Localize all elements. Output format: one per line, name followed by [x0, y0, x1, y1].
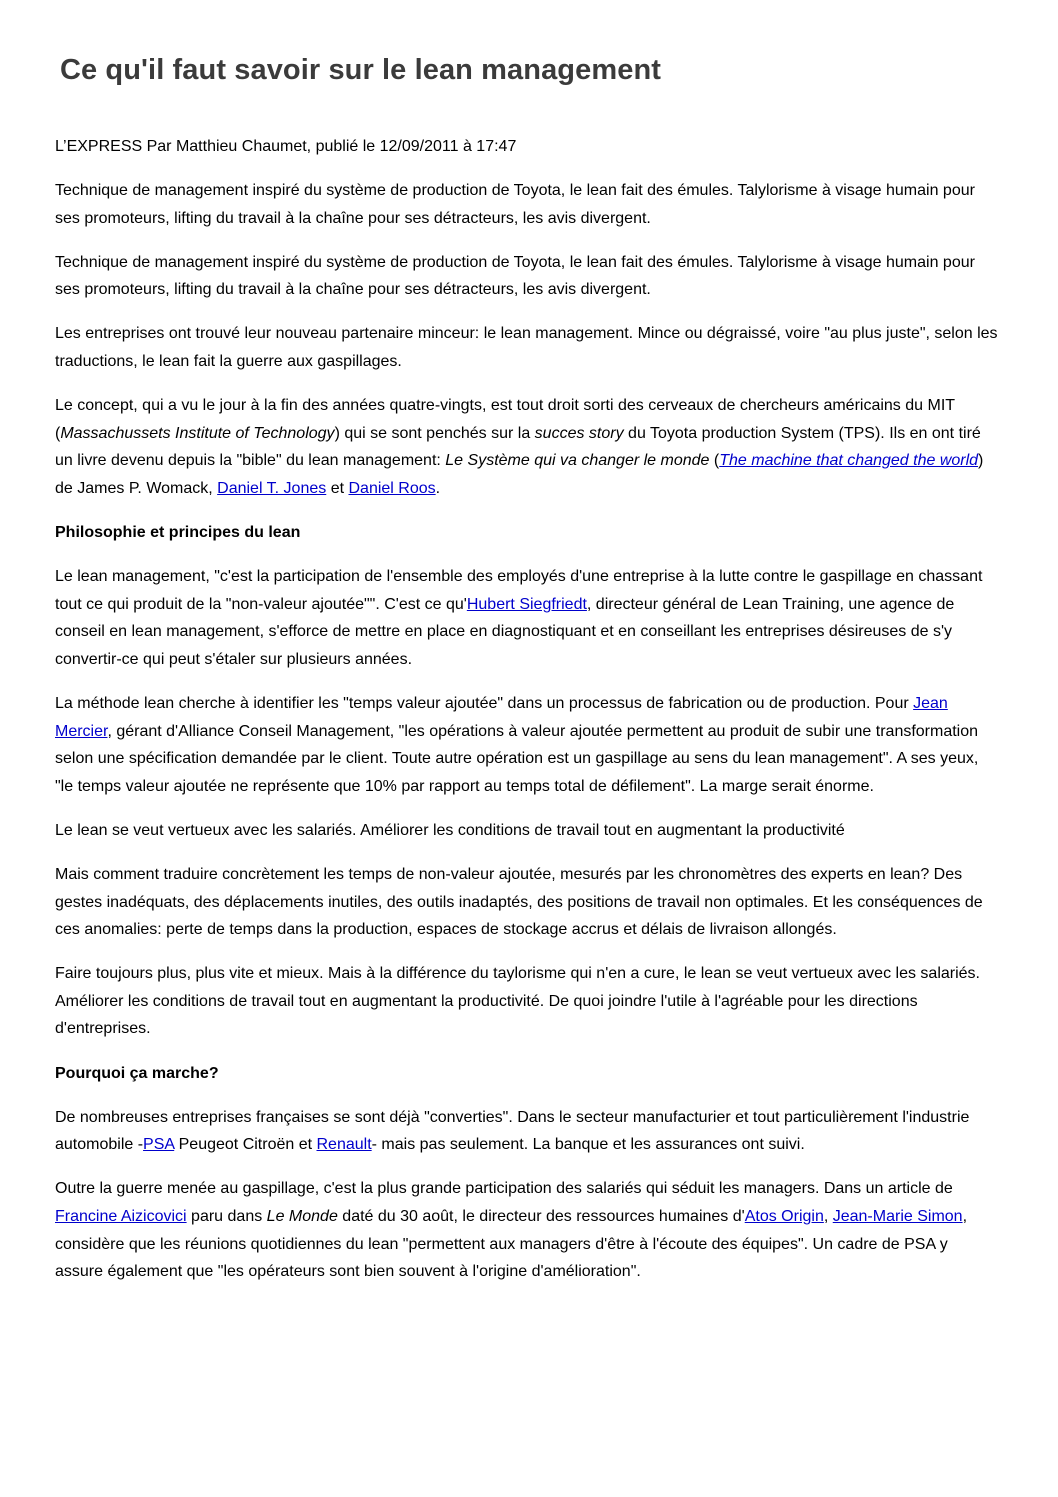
text-segment: .	[435, 479, 441, 497]
text-segment: , considère que les réunions quotidiennes du lean "permettent aux managers d'être à l'écoute des équipes". Un cadre de PSA y assure également que "les opérateurs sont bien souvent à l'origine d'amélioration".	[55, 1207, 968, 1281]
paragraph-virtuous: Le lean se veut vertueux avec les salariés. Améliorer les conditions de travail tout en augmentant la productivité	[55, 821, 845, 839]
text-segment: et	[326, 479, 349, 497]
link-book-title[interactable]	[719, 452, 978, 469]
text-segment: , gérant d'Alliance Conseil Management, "les opérations à valeur ajoutée permettent au produit de subir une transformation selon une spécification demandée par le client. Toute autre opération est un gaspillage au sens du lean management". A ses yeux, "le temps valeur ajoutée ne représente que 10% par rapport au temps total de défilement". La marge serait énorme.	[55, 722, 979, 795]
link-hubert-siegfriedt[interactable]: Hubert Siegfriedt	[466, 595, 587, 613]
link-daniel-jones[interactable]: Daniel T. Jones	[217, 479, 327, 497]
paragraph-participation	[55, 1175, 1000, 1285]
italic-text: succes story	[534, 424, 624, 442]
paragraph-lean-partner: Les entreprises ont trouvé leur nouveau partenaire minceur: le lean management. Mince ou dégraissé, voire "au plus juste", selon les traductions, le lean fait la guerre aux gaspillages.	[55, 325, 998, 371]
text-segment: Peugeot Citroën et	[174, 1136, 317, 1154]
link-francine-aizicovici[interactable]: Francine Aizicovici	[55, 1207, 187, 1225]
text-segment: du Toyota production System (TPS). Ils en ont tiré un livre devenu depuis la "bible" du lean management:	[55, 424, 981, 470]
text-segment: De nombreuses entreprises françaises se sont déjà "converties". Dans le secteur manufacturier et tout particulièrement l'industrie automobile -	[55, 1108, 970, 1154]
text-segment: ) qui se sont penchés sur la	[334, 424, 535, 442]
intro-paragraph-2: Technique de management inspiré du système de production de Toyota, le lean fait des émules. Talylorisme à visage humain pour ses promoteurs, lifting du travail à la chaîne pour ses détracteurs, les avis divergent.	[55, 253, 975, 299]
text-segment: daté du 30 août, le directeur des ressources humaines d'	[337, 1207, 745, 1225]
article-body	[55, 133, 1000, 1302]
link-renault[interactable]: Renault	[316, 1136, 372, 1154]
intro-paragraph-1: Technique de management inspiré du système de production de Toyota, le lean fait des émules. Talylorisme à visage humain pour ses promoteurs, lifting du travail à la chaîne pour ses détracteurs, les avis divergent.	[55, 182, 975, 227]
paragraph-concept	[55, 392, 1000, 502]
italic-text: Le Monde	[266, 1207, 338, 1225]
section-heading-philosophy: Philosophie et principes du lean	[55, 524, 301, 542]
link-jean-mercier[interactable]: Jean Mercier	[55, 695, 948, 740]
article-byline: L’EXPRESS Par Matthieu Chaumet, publié le 12/09/2011 à 17:47	[55, 138, 517, 155]
link-jean-marie-simon[interactable]: Jean-Marie Simon	[832, 1207, 963, 1225]
link-book-title-text: The machine that changed the world	[719, 452, 979, 470]
paragraph-non-value: Mais comment traduire concrètement les temps de non-valeur ajoutée, mesurés par les chronomètres des experts en lean? Des gestes inadéquats, des déplacements inutiles, des outils inadaptés, des positions de travail non optimales. Et les conséquences de ces anomalies: perte de temps dans la production, espaces de stockage accrus et délais de livraison allongés.	[55, 865, 983, 939]
italic-text: Massachussets Institute of Technology	[60, 424, 335, 442]
article-title: Ce qu'il faut savoir sur le lean management	[60, 54, 662, 86]
text-segment: - mais pas seulement. La banque et les assurances ont suivi.	[371, 1136, 805, 1154]
paragraph-definition	[55, 563, 1000, 673]
text-segment: paru dans	[186, 1207, 267, 1225]
text-segment: ) de James P. Womack,	[55, 452, 984, 497]
link-psa[interactable]: PSA	[143, 1136, 175, 1154]
text-segment: Le lean management, "c'est la participation de l'ensemble des employés d'une entreprise à la lutte contre le gaspillage en chassant tout ce qui produit de la "non-valeur ajoutée"". C'est ce qu'	[55, 568, 983, 613]
paragraph-faster: Faire toujours plus, plus vite et mieux. Mais à la différence du taylorisme qui n'en a cure, le lean se veut vertueux avec les salariés. Améliorer les conditions de travail tout en augmentant la productivité. De quoi joindre l'utile à l'agréable pour les directions d'entreprises.	[55, 965, 980, 1038]
paragraph-method	[55, 690, 1000, 800]
text-segment: , directeur général de Lean Training, une agence de conseil en lean management, s'efforce de mettre en place en diagnostiquant et en conseillant les entreprises désireuses de s'y convertir-ce qui peut s'étaler sur plusieurs années.	[55, 595, 955, 668]
text-segment: Outre la guerre menée au gaspillage, c'est la plus grande participation des salariés qui séduit les managers. Dans un article de	[55, 1180, 953, 1198]
paragraph-companies	[55, 1104, 1000, 1159]
section-heading-why: Pourquoi ça marche?	[55, 1064, 219, 1082]
text-segment: Le concept, qui a vu le jour à la fin des années quatre-vingts, est tout droit sorti des cerveaux de chercheurs américains du MIT (	[55, 397, 955, 442]
italic-text: Le Système qui va changer le monde	[445, 452, 710, 470]
text-segment: (	[709, 452, 720, 470]
text-segment: ,	[823, 1207, 833, 1225]
link-daniel-roos[interactable]: Daniel Roos	[348, 479, 436, 497]
text-segment: La méthode lean cherche à identifier les "temps valeur ajoutée" dans un processus de fabrication ou de production. Pour	[55, 695, 914, 712]
link-atos-origin[interactable]: Atos Origin	[744, 1207, 824, 1225]
